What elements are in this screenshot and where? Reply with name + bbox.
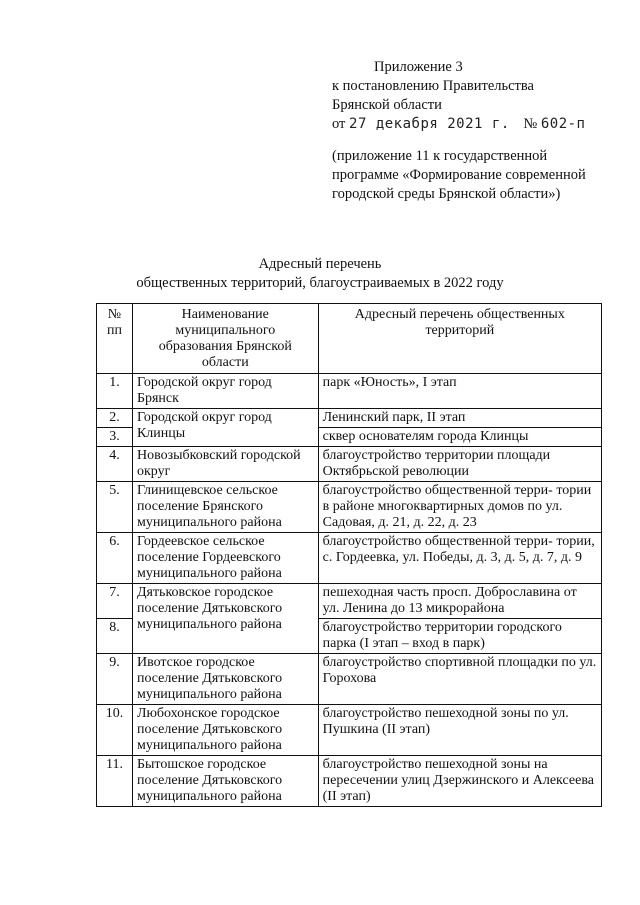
table-row bbox=[97, 409, 602, 428]
document-title bbox=[0, 255, 640, 293]
row-number: 11. bbox=[97, 756, 133, 807]
row-municipality: Новозыбковский городской округ bbox=[132, 447, 318, 482]
header-address: Адресный перечень общественных территорий bbox=[318, 304, 601, 374]
row-municipality: Гордеевское сельское поселение Гордеевского муниципального района bbox=[132, 533, 318, 584]
table-row bbox=[97, 756, 602, 807]
row-address: пешеходная часть просп. Доброславина от ул. Ленина до 13 микрорайона bbox=[318, 584, 601, 619]
row-number: 10. bbox=[97, 705, 133, 756]
row-number: 6. bbox=[97, 533, 133, 584]
row-municipality: Бытошское городское поселение Дятьковского муниципального района bbox=[132, 756, 318, 807]
row-number: 5. bbox=[97, 482, 133, 533]
title-line-2: общественных территорий, благоустраиваемых в 2022 году bbox=[136, 275, 504, 291]
row-address: благоустройство пешеходной зоны на пересечении улиц Дзержинского и Алексеева (II этап) bbox=[318, 756, 601, 807]
row-address: сквер основателям города Клинцы bbox=[318, 428, 601, 447]
number-value: 602-п bbox=[540, 116, 586, 132]
row-number: 4. bbox=[97, 447, 133, 482]
row-address: парк «Юность», I этап bbox=[318, 374, 601, 409]
annex-header bbox=[332, 58, 586, 134]
table-row bbox=[97, 654, 602, 705]
table-row bbox=[97, 482, 602, 533]
table-header-row bbox=[97, 304, 602, 374]
table-row bbox=[97, 447, 602, 482]
row-municipality: Любохонское городское поселение Дятьковского муниципального района bbox=[132, 705, 318, 756]
row-municipality: Глинищевское сельское поселение Брянского муниципального района bbox=[132, 482, 318, 533]
territories-table bbox=[96, 303, 602, 807]
annex-title: Приложение 3 bbox=[374, 59, 463, 75]
table-row bbox=[97, 533, 602, 584]
row-municipality: Городской округ город Брянск bbox=[132, 374, 318, 409]
row-address: благоустройство территории площади Октябрьской революции bbox=[318, 447, 601, 482]
annex-date-line bbox=[332, 115, 586, 134]
row-municipality: Ивотское городское поселение Дятьковского муниципального района bbox=[132, 654, 318, 705]
date-prefix: от bbox=[332, 116, 346, 132]
program-note bbox=[332, 147, 586, 204]
title-line-1: Адресный перечень bbox=[258, 256, 382, 272]
row-number: 7. bbox=[97, 584, 133, 619]
row-address: благоустройство общественной терри- тории, с. Гордеевка, ул. Победы, д. 3, д. 5, д. 7, д. 9 bbox=[318, 533, 601, 584]
date-value: 27 декабря 2021 г. bbox=[349, 116, 510, 132]
row-number: 8. bbox=[97, 619, 133, 654]
annex-region: Брянской области bbox=[332, 97, 442, 113]
row-address: благоустройство спортивной площадки по ул. Горохова bbox=[318, 654, 601, 705]
row-number: 3. bbox=[97, 428, 133, 447]
note-line-2: программе «Формирование современной bbox=[332, 167, 586, 183]
row-municipality: Городской округ город Клинцы bbox=[132, 409, 318, 447]
row-municipality: Дятьковское городское поселение Дятьковского муниципального района bbox=[132, 584, 318, 654]
row-address: Ленинский парк, II этап bbox=[318, 409, 601, 428]
row-number: 9. bbox=[97, 654, 133, 705]
row-number: 1. bbox=[97, 374, 133, 409]
header-number: № пп bbox=[97, 304, 133, 374]
annex-resolution: к постановлению Правительства bbox=[332, 78, 534, 94]
table-row bbox=[97, 584, 602, 619]
table-row bbox=[97, 374, 602, 409]
table-row bbox=[97, 705, 602, 756]
row-address: благоустройство пешеходной зоны по ул. Пушкина (II этап) bbox=[318, 705, 601, 756]
note-line-3: городской среды Брянской области») bbox=[332, 186, 561, 202]
number-sign: № bbox=[523, 116, 538, 132]
row-address: благоустройство территории городского парка (I этап – вход в парк) bbox=[318, 619, 601, 654]
row-address: благоустройство общественной терри- тории в районе многоквартирных домов по ул. Садовая, д. 21, д. 22, д. 23 bbox=[318, 482, 601, 533]
header-municipality: Наименование муниципального образования Брянской области bbox=[132, 304, 318, 374]
note-line-1: (приложение 11 к государственной bbox=[332, 148, 548, 164]
row-number: 2. bbox=[97, 409, 133, 428]
